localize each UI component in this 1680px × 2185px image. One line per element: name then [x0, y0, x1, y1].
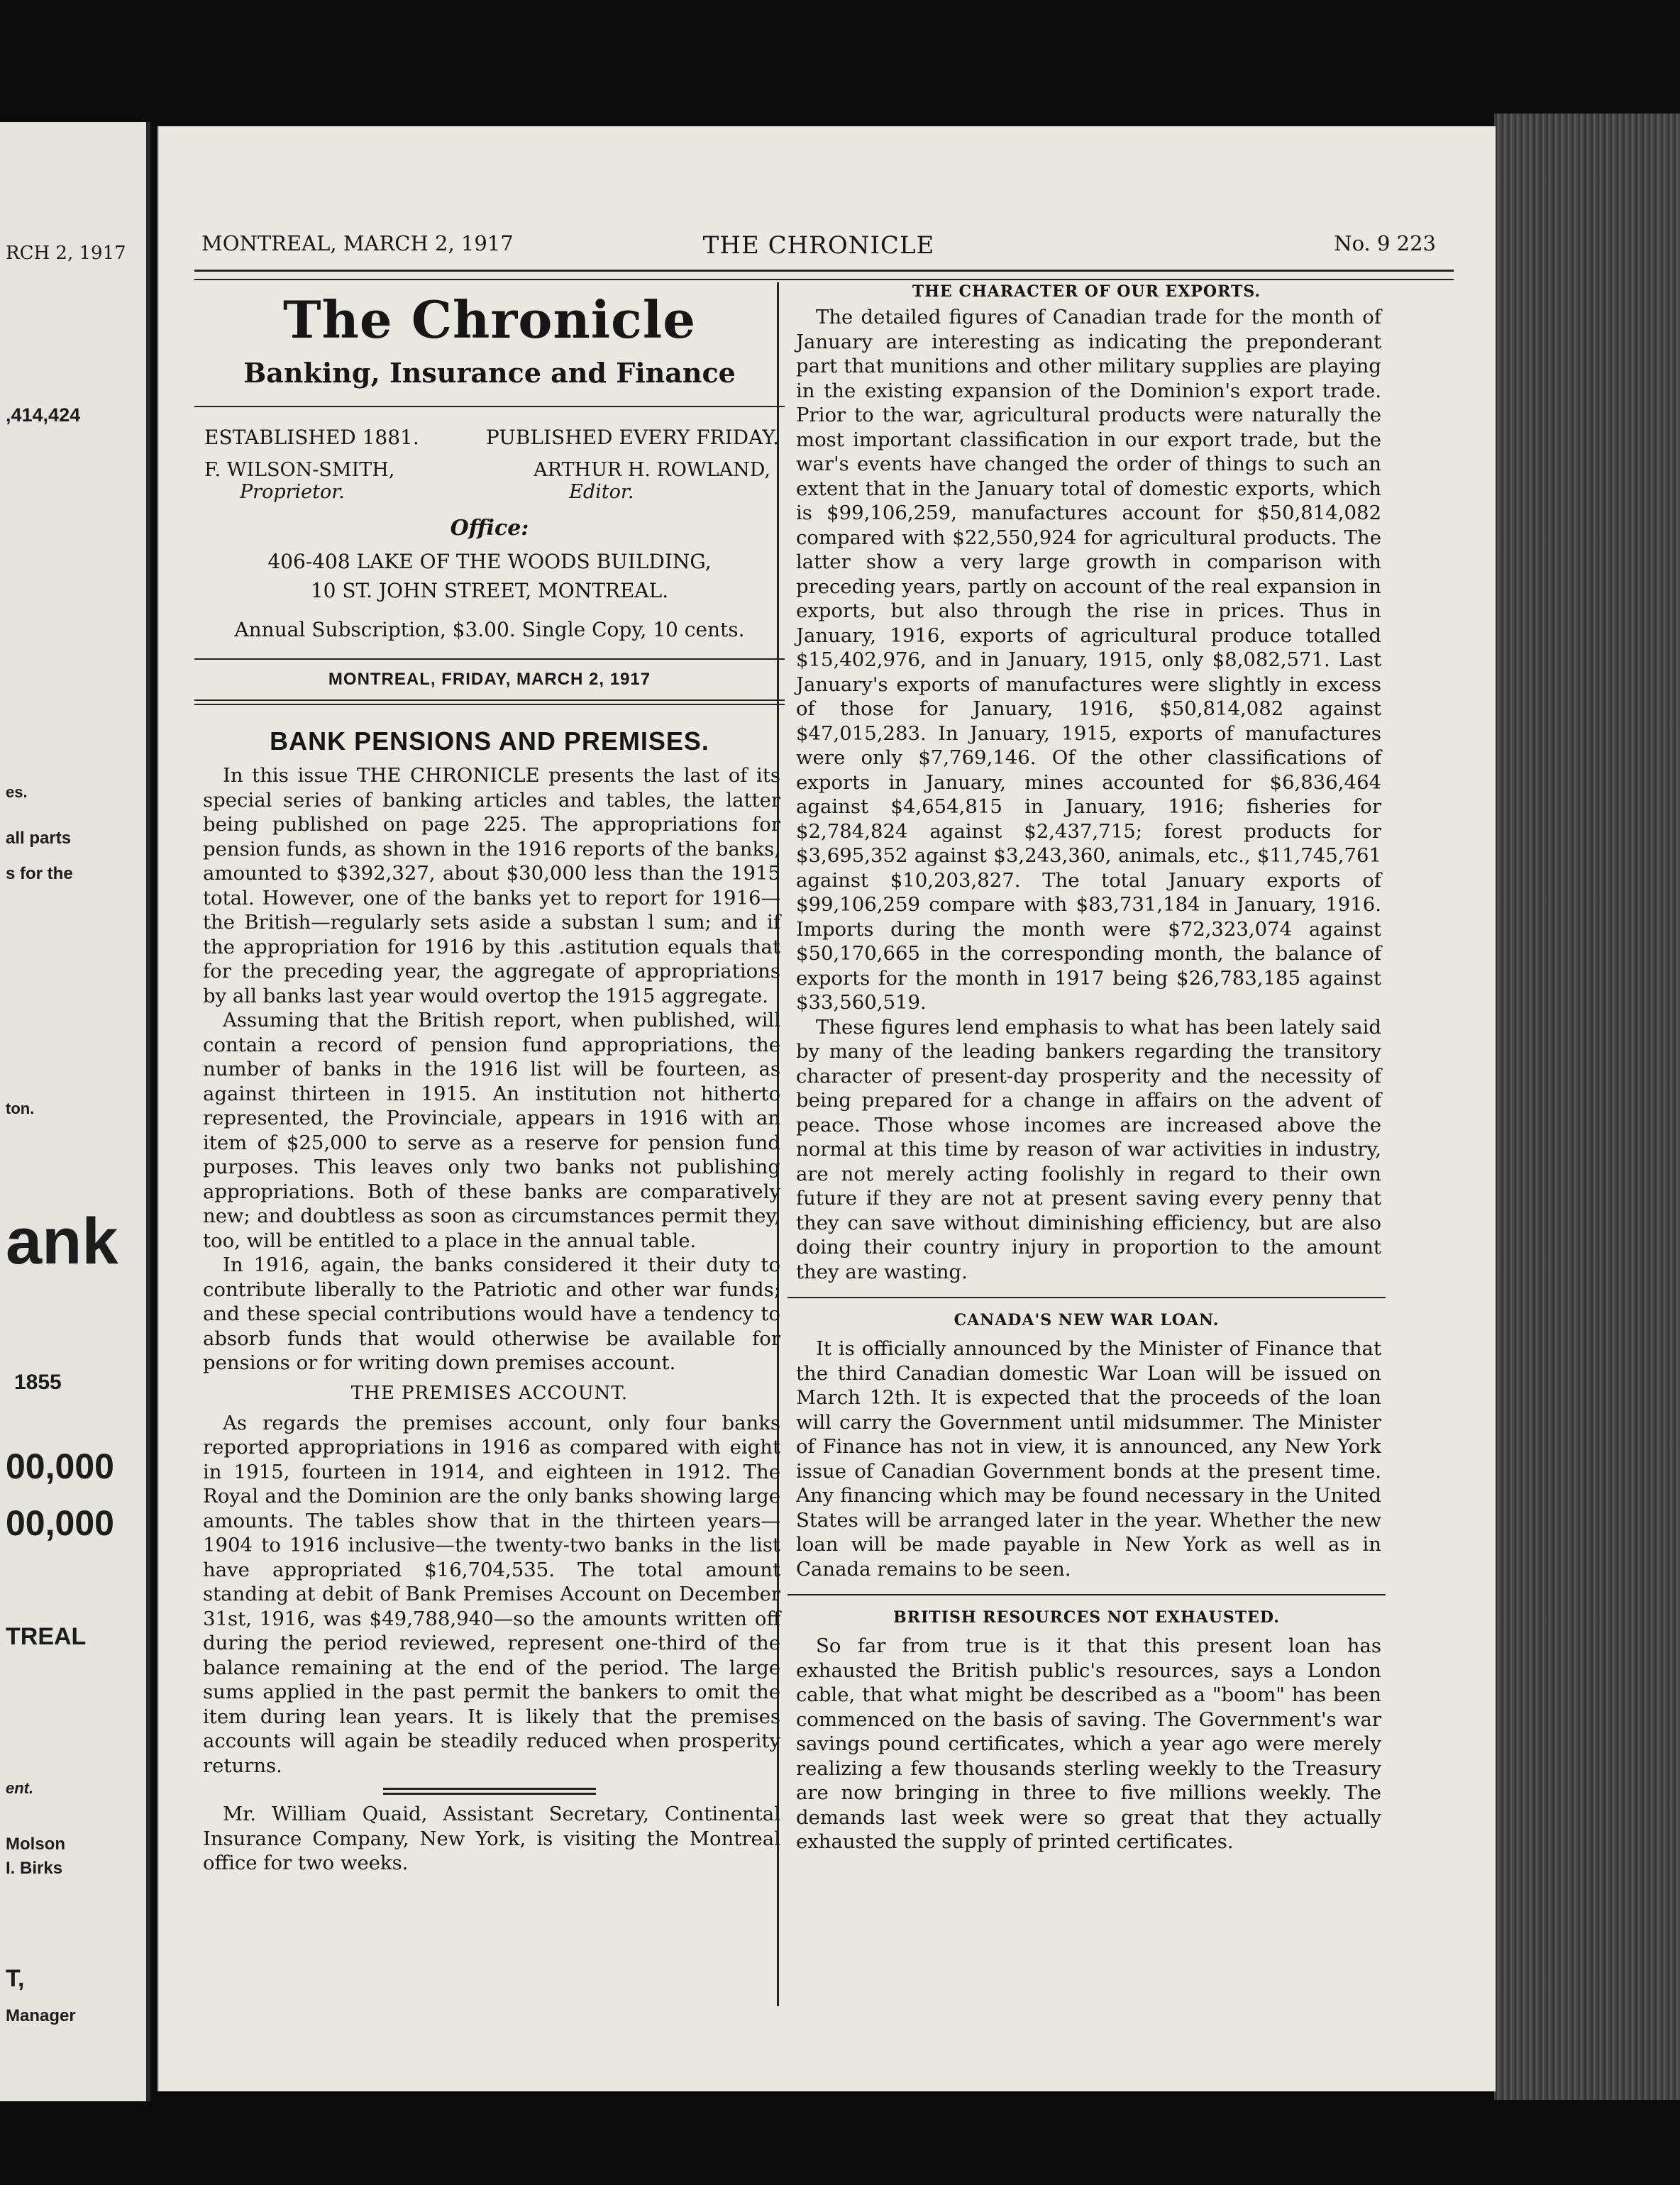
article-paragraph: In 1916, again, the banks considered it their duty to contribute liberally to the Patriotic and other war funds; and these special contributions would have a tendency to absorb funds that would otherwise be available for pensions or for writing down premises account.: [203, 1254, 780, 1375]
running-head-page-number: No. 9 223: [1334, 231, 1436, 255]
office-address: [194, 548, 785, 605]
issue-date: MONTREAL, FRIDAY, MARCH 2, 1917: [328, 670, 651, 690]
article-title: BANK PENSIONS AND PREMISES.: [270, 726, 709, 756]
publication-info: [194, 426, 785, 449]
date-rule-top: [194, 658, 785, 660]
facing-page-text: ank: [6, 1205, 118, 1278]
running-head: [201, 231, 1436, 267]
facing-page-text: s for the: [6, 864, 73, 883]
article-paragraph: The detailed figures of Canadian trade for the month of January are interesting as indicating the preponderant part that munitions and other military supplies are playing in the existing expansion of the Dominion's export trade. Prior to the war, agricultural products were naturally the most important classification in our export trade, but the war's events have changed the order of things to such an extent that in the January total of domestic exports, which is $99,106,259, manufactures account for $50,814,082 compared with $22,550,924 for agricultural products. The latter show a very large growth in comparison with preceding years, partly on account of the real expansion in exports, but also through the rise in prices. Thus in January, 1916, exports of agricultural produce totalled $15,402,976, and in January, 1915, only $8,082,571. Last January's exports of manufactures were slightly in excess of those for January, 1916, $50,814,082 against $47,015,283. In January, 1915, exports of manufactures were only $7,769,146. Of the other classifications of exports in January, mines accounted for $6,836,464 against $4,654,815 in January, 1916; fisheries for $2,784,824 against $2,437,715; forest products for $3,695,352 against $3,243,360, animals, etc., $11,745,761 against $10,203,827. The total January exports of $99,106,259 compare with $83,731,184 in January, 1916. Imports during the month were $72,323,074 against $50,170,665 in the corresponding month, the balance of exports for the month in 1917 being $26,783,185 against $33,560,519.: [796, 306, 1381, 1014]
address-line-2: 10 ST. JOHN STREET, MONTREAL.: [310, 578, 669, 602]
facing-page-text: T,: [6, 1965, 25, 1992]
notice-paragraph: Mr. William Quaid, Assistant Secretary, Continental Insurance Company, New York, is visiting the Montreal office for two weeks.: [203, 1803, 780, 1875]
header-rule: [194, 270, 1454, 280]
facing-page-fragment: [0, 122, 150, 2101]
facing-page-text: ent.: [6, 1779, 34, 1797]
proprietor-name: F. WILSON-SMITH,: [204, 459, 395, 481]
editor: [534, 459, 770, 503]
facing-page-text: ,414,424: [6, 404, 81, 426]
facing-page-text: Manager: [6, 2006, 76, 2025]
facing-page-text: TREAL: [6, 1623, 87, 1650]
running-head-date: MONTREAL, MARCH 2, 1917: [201, 231, 514, 255]
masthead-rule: [194, 406, 785, 407]
british-resources-title: BRITISH RESOURCES NOT EXHAUSTED.: [893, 1608, 1280, 1627]
facing-page-text: 00,000: [6, 1446, 114, 1486]
editor-name: ARTHUR H. ROWLAND,: [534, 459, 770, 481]
facing-page-text: I. Birks: [6, 1859, 63, 1878]
subscription-info: Annual Subscription, $3.00. Single Copy, 10 cents.: [234, 618, 745, 642]
proprietor: [204, 459, 394, 503]
book-spine: [1494, 114, 1680, 2100]
masthead-subtitle: Banking, Insurance and Finance: [243, 357, 736, 389]
newspaper-page: [158, 126, 1496, 2091]
article-paragraph: Assuming that the British report, when published, will contain a record of pension fund appropriations, the number of banks in the 1916 list will be fourteen, as against thirteen in 1915. An institution not hitherto represented, the Provinciale, appears in 1916 with an item of $25,000 to serve as a reserve for pension fund purposes. This leaves only two banks not publishing appropriations. Both of these banks are comparatively new; and doubtless as soon as circumstances permit they, too, will be entitled to a place in the annual table.: [203, 1009, 780, 1252]
left-column: [194, 282, 785, 2035]
established-year: ESTABLISHED 1881.: [204, 426, 419, 449]
section-rule: [788, 1297, 1386, 1298]
section-rule: [788, 1594, 1386, 1595]
date-rule-bottom: [194, 699, 785, 705]
article-paragraph: As regards the premises account, only four banks reported appropriations in 1916 as compared with eight in 1915, fourteen in 1914, and eighteen in 1912. The Royal and the Dominion are the only banks showing large amounts. The tables show that in the thirteen years—1904 to 1916 inclusive—the twenty-two banks in the list have appropriated $16,704,535. The total amount standing at debit of Bank Premises Account on December 31st, 1916, was $49,788,940—so the amounts written off during the period reviewed, represent one-third of the balance remaining at the end of the period. The large sums applied in the past permit the bankers to omit the item during lean years. It is likely that the premises accounts will again be steadily reduced when prosperity returns.: [203, 1411, 780, 1777]
facing-page-text: ton.: [6, 1100, 35, 1117]
masthead-title: The Chronicle: [282, 289, 697, 350]
running-head-title: THE CHRONICLE: [702, 231, 935, 260]
staff-names: [194, 459, 785, 503]
subsection-title: THE PREMISES ACCOUNT.: [350, 1382, 629, 1404]
exports-title: THE CHARACTER OF OUR EXPORTS.: [912, 282, 1261, 301]
article-paragraph: In this issue THE CHRONICLE presents the last of its special series of banking articles and tables, the latter being published on page 225. The appropriations for pension funds, as shown in the 1916 reports of the banks, amounted to $392,327, about $30,000 less than the 1915 total. However, one of the banks yet to report for 1916—the British—regularly sets aside a substan l sum; and if the appropriation for 1916 by this .astitution equals that for the preceding year, the aggregate of appropriations by all banks last year would overtop the 1915 aggregate.: [203, 764, 780, 1007]
article-paragraph: These figures lend emphasis to what has been lately said by many of the leading bankers regarding the transitory character of present-day prosperity and the necessity of being prepared for a change in affairs on the advent of peace. Those whose incomes are increased above the normal at this time by reason of war activities in industry, are not merely acting foolishly in regard to their own future if they are not at present saving every penny that they can save without diminishing efficiency, but are also doing their country injury in proportion to the amount they are wasting.: [796, 1015, 1381, 1283]
article-paragraph: So far from true is it that this present loan has exhausted the British public's resources, says a London cable, that what might be described as a "boom" has been commenced on the basis of saving. The Government's war savings pound certificates, which a year ago were merely realizing a few thousands sterling weekly to the Treasury are now bringing in three to five millions weekly. The demands last week were so great that they actually exhausted the supply of printed certificates.: [796, 1634, 1381, 1853]
section-rule: [383, 1788, 596, 1795]
facing-page-text: 00,000: [6, 1503, 114, 1543]
right-column: [788, 282, 1386, 2035]
facing-page-text: Molson: [6, 1835, 65, 1854]
proprietor-role: Proprietor.: [240, 481, 345, 503]
facing-page-text: RCH 2, 1917: [6, 243, 126, 264]
facing-page-text: es.: [6, 783, 28, 801]
address-line-1: 406-408 LAKE OF THE WOODS BUILDING,: [267, 550, 712, 573]
editor-role: Editor.: [569, 481, 634, 503]
publication-frequency: PUBLISHED EVERY FRIDAY.: [485, 426, 779, 449]
facing-page-text: 1855: [14, 1371, 62, 1394]
article-paragraph: It is officially announced by the Minister of Finance that the third Canadian domestic War Loan will be issued on March 12th. It is expected that the proceeds of the loan will carry the Government until midsummer. The Minister of Finance has not in view, it is announced, any New York issue of Canadian Government bonds at the present time. Any financing which may be found necessary in the United States will be arranged later in the year. Whether the new loan will be made payable in New York as well as in Canada remains to be seen.: [796, 1337, 1381, 1581]
facing-page-text: all parts: [6, 829, 72, 848]
war-loan-title: CANADA'S NEW WAR LOAN.: [954, 1311, 1220, 1329]
office-label: Office:: [450, 516, 529, 541]
